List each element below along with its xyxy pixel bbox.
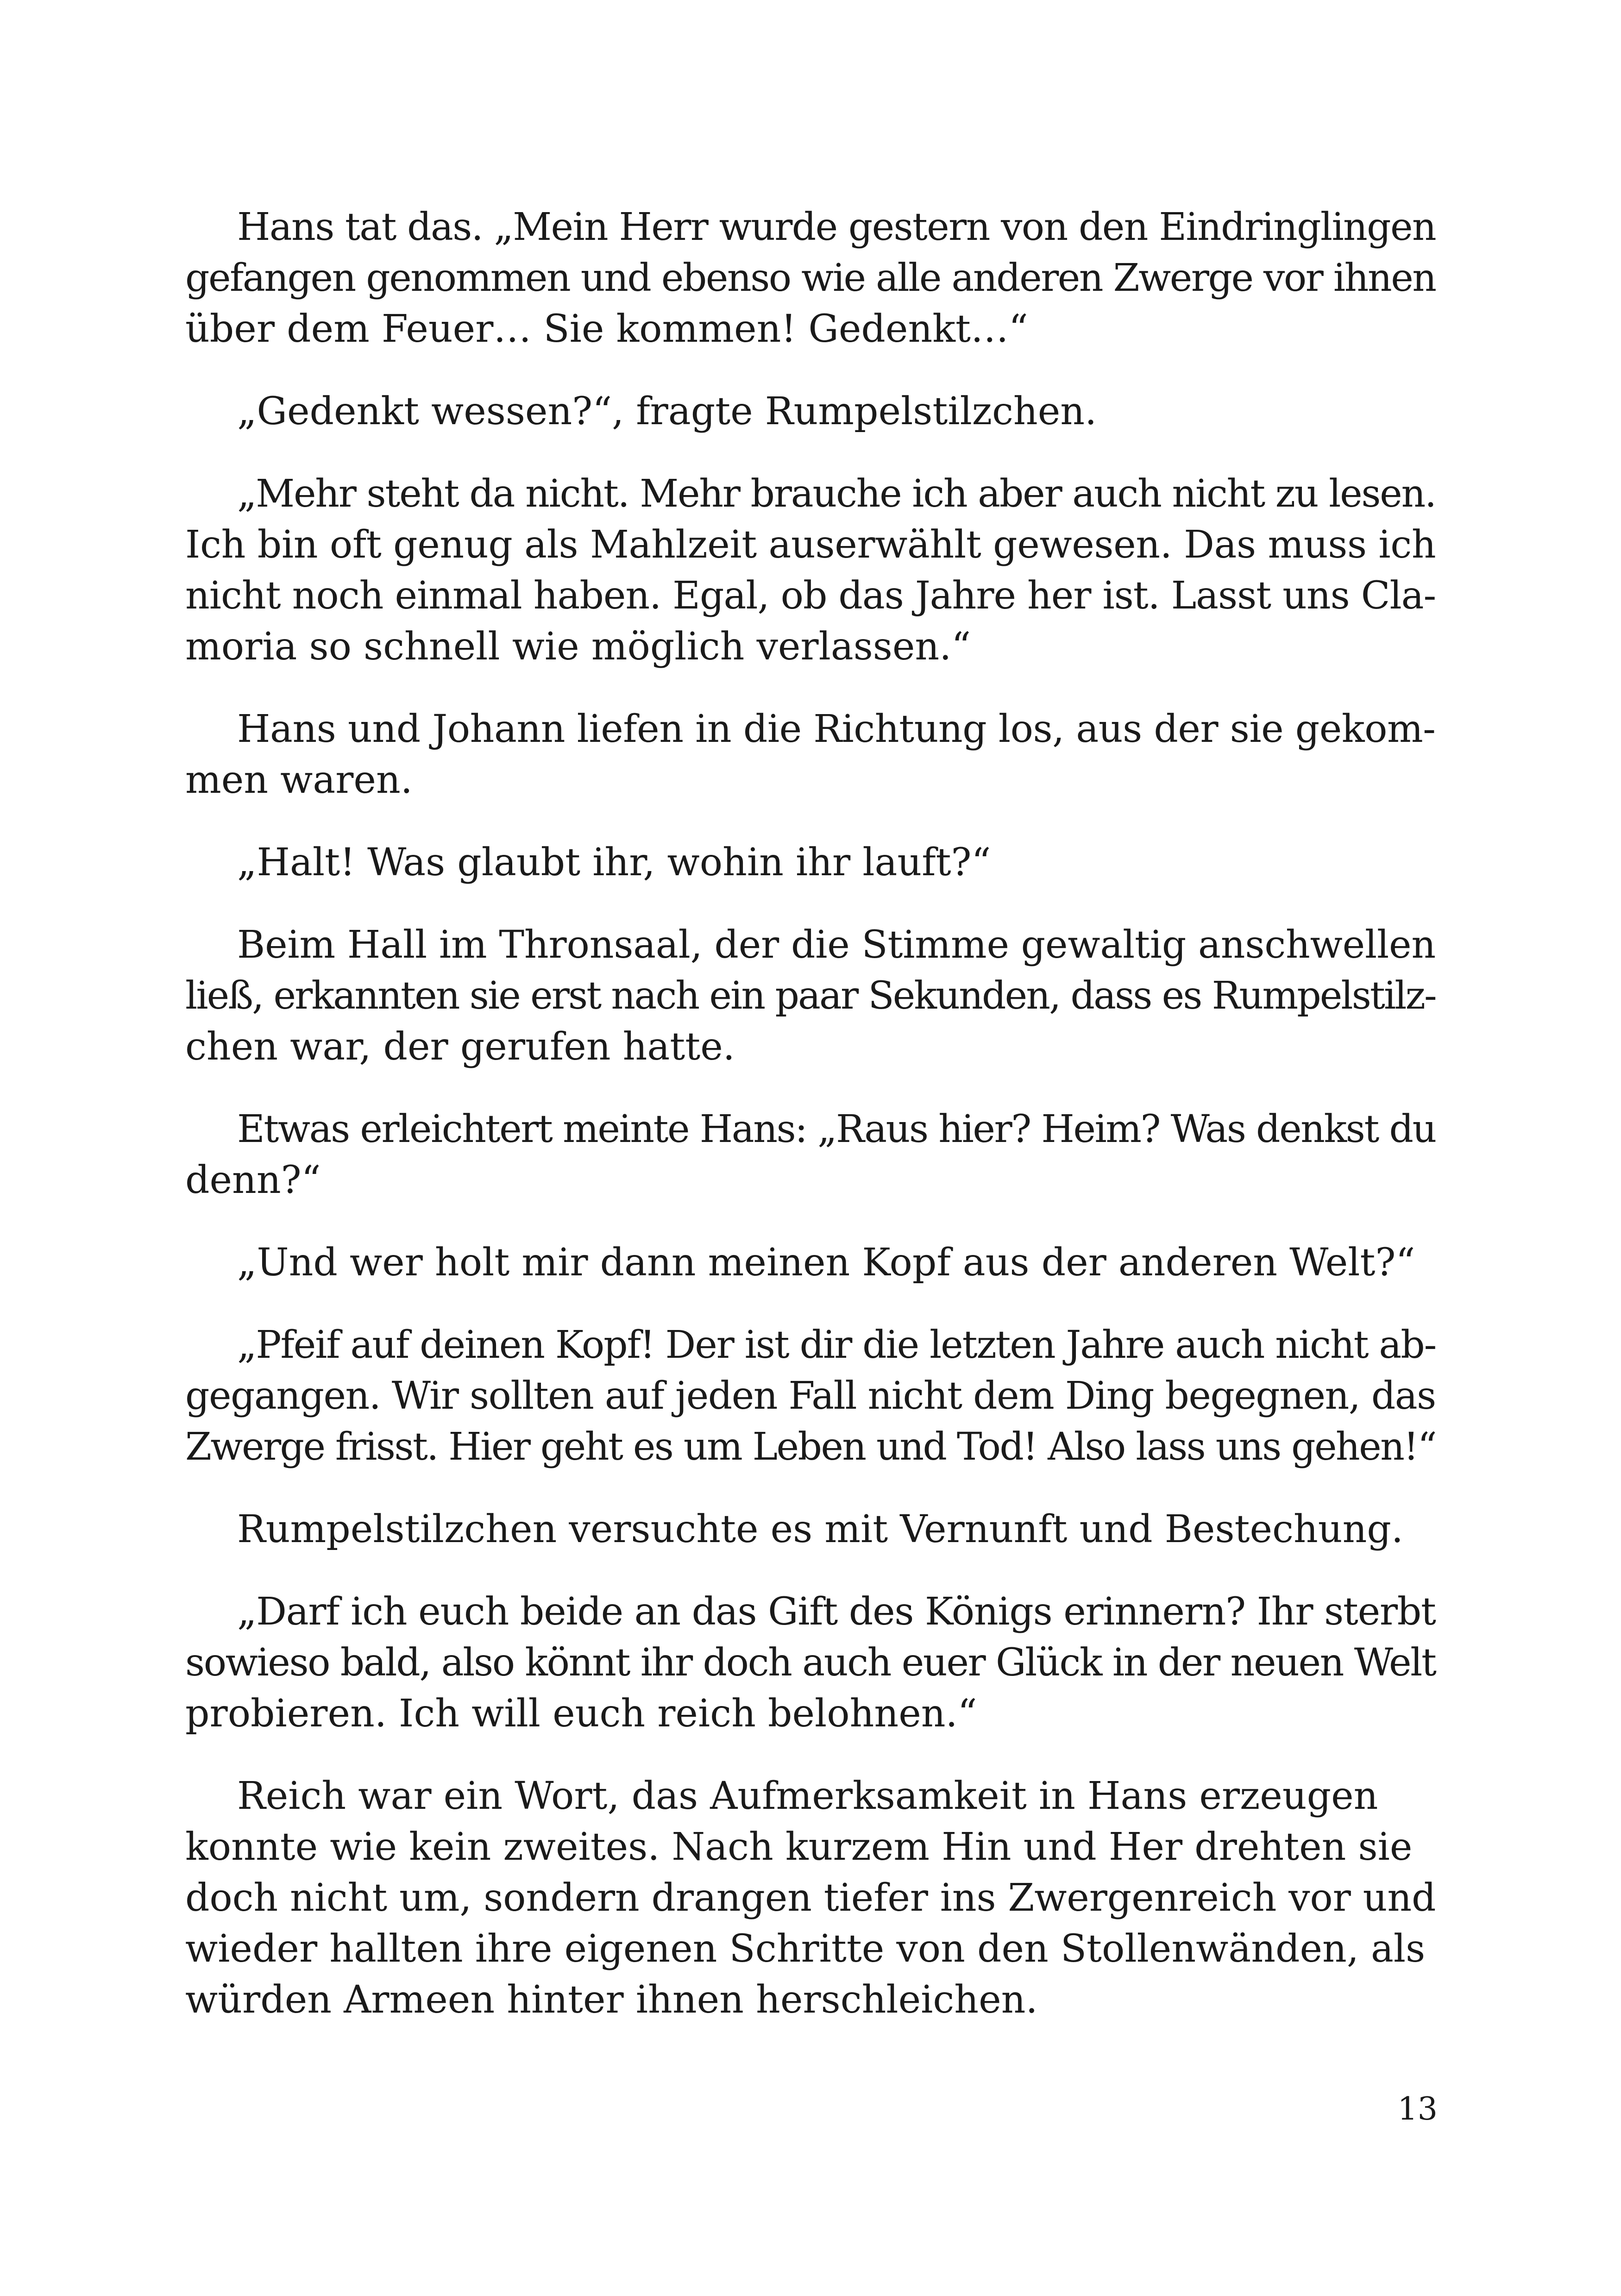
text-line: doch nicht um, sondern drangen tiefer ins Zwergenreich vor und bbox=[185, 1876, 1436, 1920]
text-line: Reich war ein Wort, das Aufmerksamkeit in Hans erzeugen bbox=[237, 1774, 1378, 1818]
text-line: Rumpelstilzchen versuchte es mit Vernunft und Bestechung. bbox=[237, 1507, 1403, 1551]
text-line: konnte wie kein zweites. Nach kurzem Hin und Her drehten sie bbox=[185, 1825, 1413, 1869]
text-line: moria so schnell wie möglich verlassen.“ bbox=[185, 625, 971, 669]
text-line: Beim Hall im Thronsaal, der die Stimme gewaltig anschwellen bbox=[237, 923, 1436, 967]
text-line: „Gedenkt wessen?“, fragte Rumpelstilzchen. bbox=[237, 389, 1097, 433]
text-line: denn?“ bbox=[185, 1158, 321, 1202]
text-line: chen war, der gerufen hatte. bbox=[185, 1025, 735, 1069]
paragraph bbox=[185, 1237, 1436, 1288]
text-line: Hans tat das. „Mein Herr wurde gestern von den Eindringlingen bbox=[237, 205, 1436, 249]
paragraph bbox=[185, 1320, 1436, 1473]
paragraph bbox=[185, 704, 1436, 806]
text-line: würden Armeen hinter ihnen herschleichen. bbox=[185, 1978, 1038, 2022]
text-line: nicht noch einmal haben. Egal, ob das Jahre her ist. Lasst uns Cla- bbox=[185, 574, 1436, 618]
paragraph bbox=[185, 1104, 1436, 1206]
text-line: gegangen. Wir sollten auf jeden Fall nicht dem Ding begegnen, das bbox=[185, 1374, 1436, 1418]
paragraph bbox=[185, 202, 1436, 355]
text-line: Ich bin oft genug als Mahlzeit auserwählt gewesen. Das muss ich bbox=[185, 523, 1436, 567]
body-text bbox=[185, 202, 1436, 2057]
text-line: gefangen genommen und ebenso wie alle anderen Zwerge vor ihnen bbox=[185, 256, 1436, 300]
text-line: sowieso bald, also könnt ihr doch auch euer Glück in der neuen Welt bbox=[185, 1641, 1436, 1685]
paragraph bbox=[185, 837, 1436, 888]
text-line: „Mehr steht da nicht. Mehr brauche ich aber auch nicht zu lesen. bbox=[237, 472, 1436, 516]
text-line: „Pfeif auf deinen Kopf! Der ist dir die letzten Jahre auch nicht ab- bbox=[237, 1323, 1436, 1367]
paragraph bbox=[185, 386, 1436, 437]
text-line: Zwerge frisst. Hier geht es um Leben und Tod! Also lass uns gehen!“ bbox=[185, 1425, 1436, 1469]
text-line: über dem Feuer… Sie kommen! Gedenkt…“ bbox=[185, 307, 1028, 351]
text-line: „Halt! Was glaubt ihr, wohin ihr lauft?“ bbox=[237, 841, 991, 885]
text-line: Etwas erleichtert meinte Hans: „Raus hier? Heim? Was denkst du bbox=[237, 1107, 1436, 1151]
text-line: Hans und Johann liefen in die Richtung los, aus der sie gekom- bbox=[237, 707, 1436, 751]
paragraph bbox=[185, 469, 1436, 672]
text-line: wieder hallten ihre eigenen Schritte von den Stollenwänden, als bbox=[185, 1927, 1426, 1971]
page-number: 13 bbox=[1397, 2091, 1438, 2127]
paragraph bbox=[185, 1587, 1436, 1739]
text-line: „Und wer holt mir dann meinen Kopf aus der anderen Welt?“ bbox=[237, 1241, 1415, 1285]
paragraph bbox=[185, 920, 1436, 1073]
text-line: probieren. Ich will euch reich belohnen.“ bbox=[185, 1692, 977, 1736]
paragraph bbox=[185, 1504, 1436, 1555]
paragraph bbox=[185, 1771, 1436, 2026]
text-line: „Darf ich euch beide an das Gift des Königs erinnern? Ihr sterbt bbox=[237, 1590, 1436, 1634]
text-line: men waren. bbox=[185, 758, 413, 802]
text-line: ließ, erkannten sie erst nach ein paar Sekunden, dass es Rumpelstilz- bbox=[185, 974, 1436, 1018]
